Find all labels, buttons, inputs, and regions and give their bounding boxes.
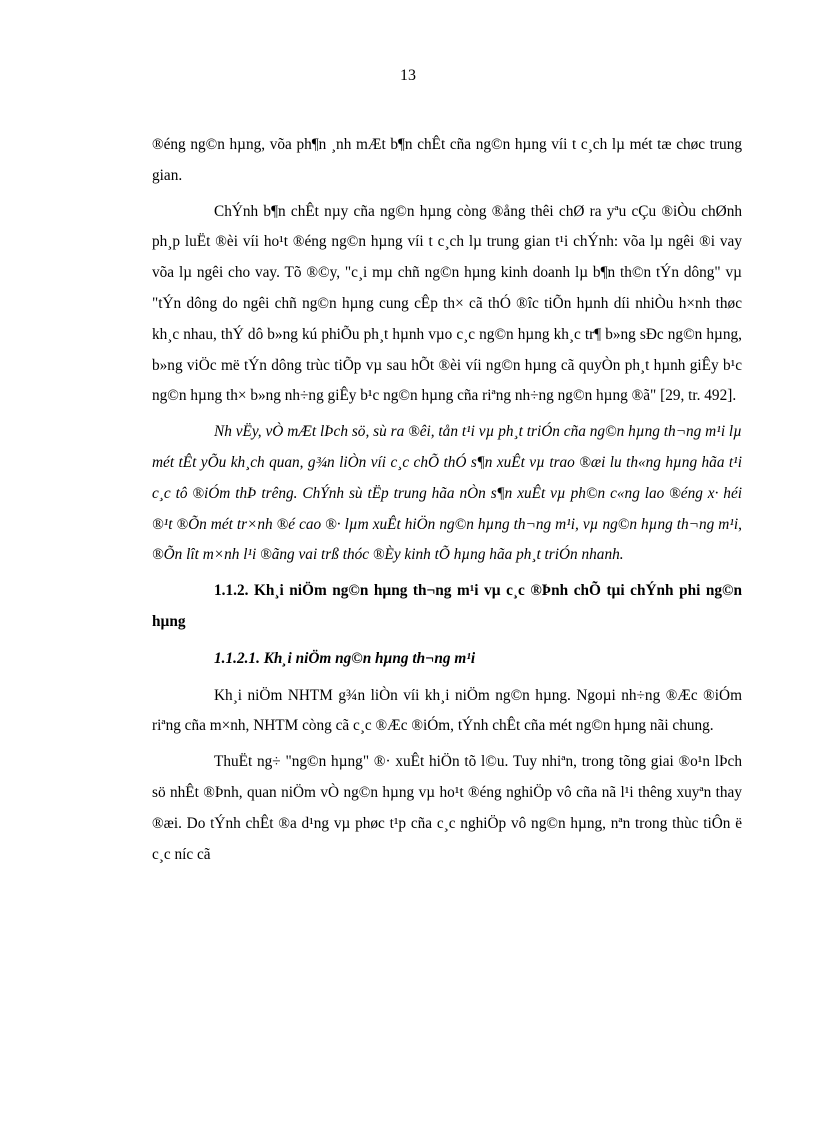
page-number: 13: [400, 67, 416, 84]
page-body: [152, 130, 742, 875]
section-heading: 1.1.2. Kh¸i niÖm ng©n hµng th¬ng m¹i vµ c¸c ®Þnh chÕ tµi chÝnh phi ng©n hµng: [152, 582, 742, 630]
paragraph-banking-nature: ChÝnh b¶n chÊt nµy cña ng©n hµng còng ®ång thêi chØ ra yªu cÇu ®iÒu chØnh ph¸p luËt ®èi víi ho¹t ®éng ng©n hµng víi t c¸ch lµ trung gian t¹i chÝnh: võa lµ ngêi ®i vay võa lµ ngêi cho vay. Tõ ®©y, "c¸i mµ chñ ng©n hµng kinh doanh lµ b¶n th©n tÝn dông" vµ "tÝn dông do ngêi chñ ng©n hµng cung cÊp th× cã thÓ ®îc tiÕn hµnh díi nhiÒu h×nh thøc kh¸c nhau, thÝ dô b»ng kú phiÕu ph¸t hµnh vµo c¸c ng©n hµng kh¸c tr¶ b»ng sÐc ng©n hµng, b»ng viÖc më tÝn dông trùc tiÕp vµ sau hÕt ®èi víi ng©n hµng cã quyÒn ph¸t hµnh giÊy b¹c ng©n hµng th× b»ng nh÷ng giÊy b¹c ng©n hµng cña riªng nh÷ng ng©n hµng ®ã" [29, tr. 492].: [152, 202, 742, 405]
subsection-heading: 1.1.2.1. Kh¸i niÖm ng©n hµng th¬ng m¹i: [214, 649, 476, 667]
paragraph-nhtm-concept: Kh¸i niÖm NHTM g¾n liÒn víi kh¸i niÖm ng©n hµng. Ngoµi nh÷ng ®Æc ®iÓm riªng cña m×nh, NHTM còng cã c¸c ®Æc ®iÓm, tÝnh chÊt cña mét ng©n hµng nãi chung.: [152, 686, 742, 735]
paragraph-historical-summary: Nh vËy, vÒ mÆt lÞch sö, sù ra ®êi, tån t¹i vµ ph¸t triÓn cña ng©n hµng th¬ng m¹i lµ mét tÊt yÕu kh¸ch quan, g¾n liÒn víi c¸c chÕ thÓ s¶n xuÊt vµ trao ®æi lu th«ng hµng hãa t¹i c¸c tô ®iÓm thÞ trêng. ChÝnh sù tËp trung hãa nÒn s¶n xuÊt vµ ph©n c«ng lao ®éng x· héi ®¹t ®Õn mét tr×nh ®é cao ®· lµm xuÊt hiÖn ng©n hµng th¬ng m¹i, vµ ng©n hµng th¬ng m¹i, ®Õn lît m×nh l¹i ®ãng vai trß thóc ®Èy kinh tÕ hµng hãa ph¸t triÓn nhanh.: [152, 423, 742, 564]
paragraph-continuation: ®éng ng©n hµng, võa ph¶n ¸nh mÆt b¶n chÊt cña ng©n hµng víi t c¸ch lµ mét tæ chøc trung gian.: [152, 136, 742, 184]
paragraph-bank-term: ThuËt ng÷ "ng©n hµng" ®· xuÊt hiÖn tõ l©u. Tuy nhiªn, trong tõng giai ®o¹n lÞch sö nhÊt ®Þnh, quan niÖm vÒ ng©n hµng vµ ho¹t ®éng nghiÖp vô cña nã l¹i thêng xuyªn thay ®æi. Do tÝnh chÊt ®a d¹ng vµ phøc t¹p cña c¸c nghiÖp vô ng©n hµng, nªn trong thùc tiÔn ë c¸c níc cã: [152, 753, 742, 863]
